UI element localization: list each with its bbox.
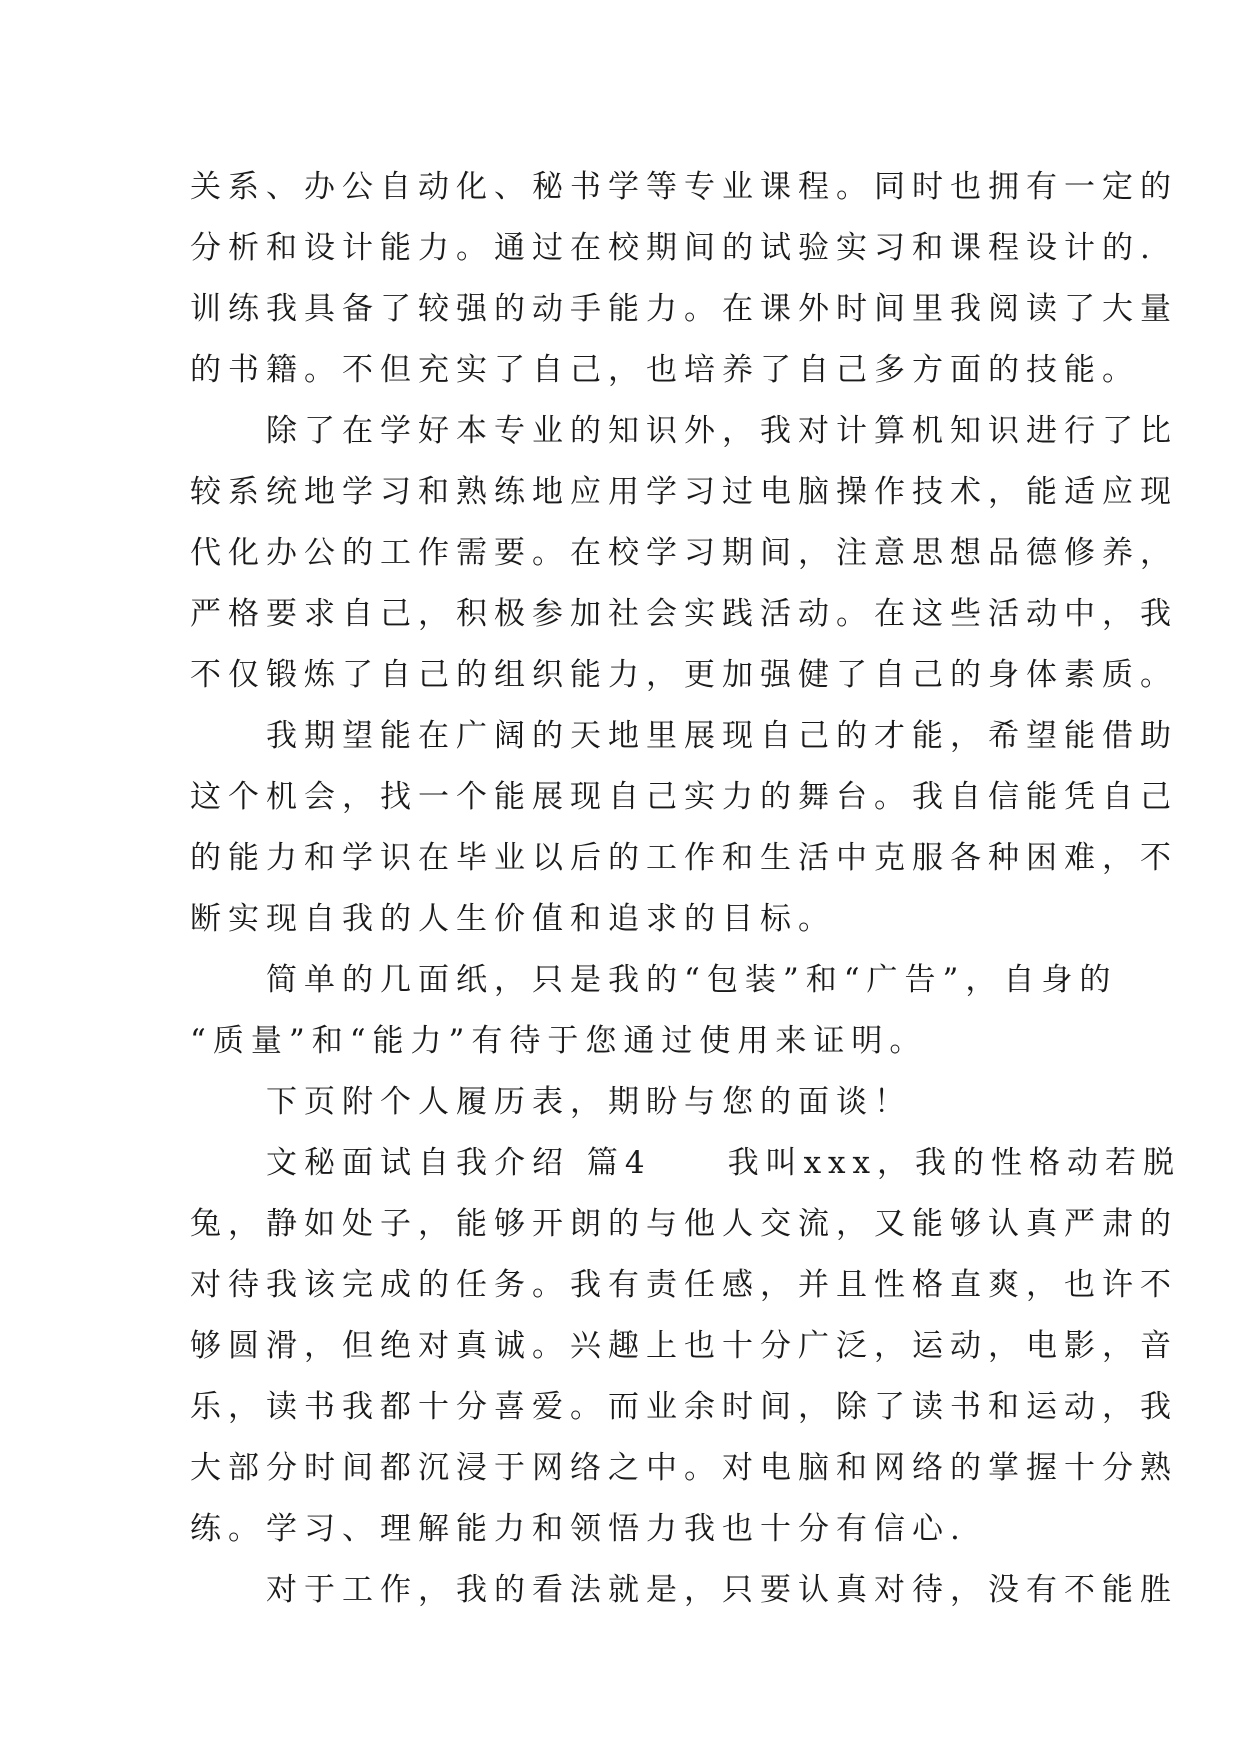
text-line: 训练我具备了较强的动手能力。在课外时间里我阅读了大量 — [190, 291, 1178, 327]
text-line: 这个机会，找一个能展现自己实力的舞台。我自信能凭自己 — [190, 779, 1178, 815]
text-line: 代化办公的工作需要。在校学习期间，注意思想品德修养， — [190, 535, 1178, 571]
paragraph-start-line: 下页附个人履历表，期盼与您的面谈！ — [190, 1084, 912, 1120]
text-line: 严格要求自己，积极参加社会实践活动。在这些活动中，我 — [190, 596, 1178, 632]
text-line: 兔，静如处子，能够开朗的与他人交流，又能够认真严肃的 — [190, 1206, 1178, 1242]
text-line: 乐，读书我都十分喜爱。而业余时间，除了读书和运动，我 — [190, 1389, 1178, 1425]
text-line: 的能力和学识在毕业以后的工作和生活中克服各种困难，不 — [190, 840, 1178, 876]
section-heading-line: 文秘面试自我介绍 篇4 我叫xxx，我的性格动若脱 — [190, 1145, 1182, 1181]
text-line: 对待我该完成的任务。我有责任感，并且性格直爽，也许不 — [190, 1267, 1178, 1303]
text-line: 不仅锻炼了自己的组织能力，更加强健了自己的身体素质。 — [190, 657, 1178, 693]
text-line: 大部分时间都沉浸于网络之中。对电脑和网络的掌握十分熟 — [190, 1450, 1178, 1486]
text-line: 练。学习、理解能力和领悟力我也十分有信心. — [190, 1511, 967, 1547]
text-line: “质量”和“能力”有待于您通过使用来证明。 — [190, 1023, 928, 1059]
paragraph-start-line: 简单的几面纸，只是我的“包装”和“广告”，自身的 — [190, 962, 1118, 998]
paragraph-start-line: 对于工作，我的看法就是，只要认真对待，没有不能胜 — [190, 1572, 1178, 1608]
text-line: 关系、办公自动化、秘书学等专业课程。同时也拥有一定的 — [190, 169, 1178, 205]
text-line: 断实现自我的人生价值和追求的目标。 — [190, 901, 836, 937]
text-line: 的书籍。不但充实了自己，也培养了自己多方面的技能。 — [190, 352, 1140, 388]
text-line: 分析和设计能力。通过在校期间的试验实习和课程设计的. — [190, 230, 1157, 266]
text-line: 够圆滑，但绝对真诚。兴趣上也十分广泛，运动，电影，音 — [190, 1328, 1178, 1364]
paragraph-start-line: 我期望能在广阔的天地里展现自己的才能，希望能借助 — [190, 718, 1178, 754]
body-text — [190, 157, 1182, 1621]
paragraph-start-line: 除了在学好本专业的知识外，我对计算机知识进行了比 — [190, 413, 1178, 449]
text-line: 较系统地学习和熟练地应用学习过电脑操作技术，能适应现 — [190, 474, 1178, 510]
